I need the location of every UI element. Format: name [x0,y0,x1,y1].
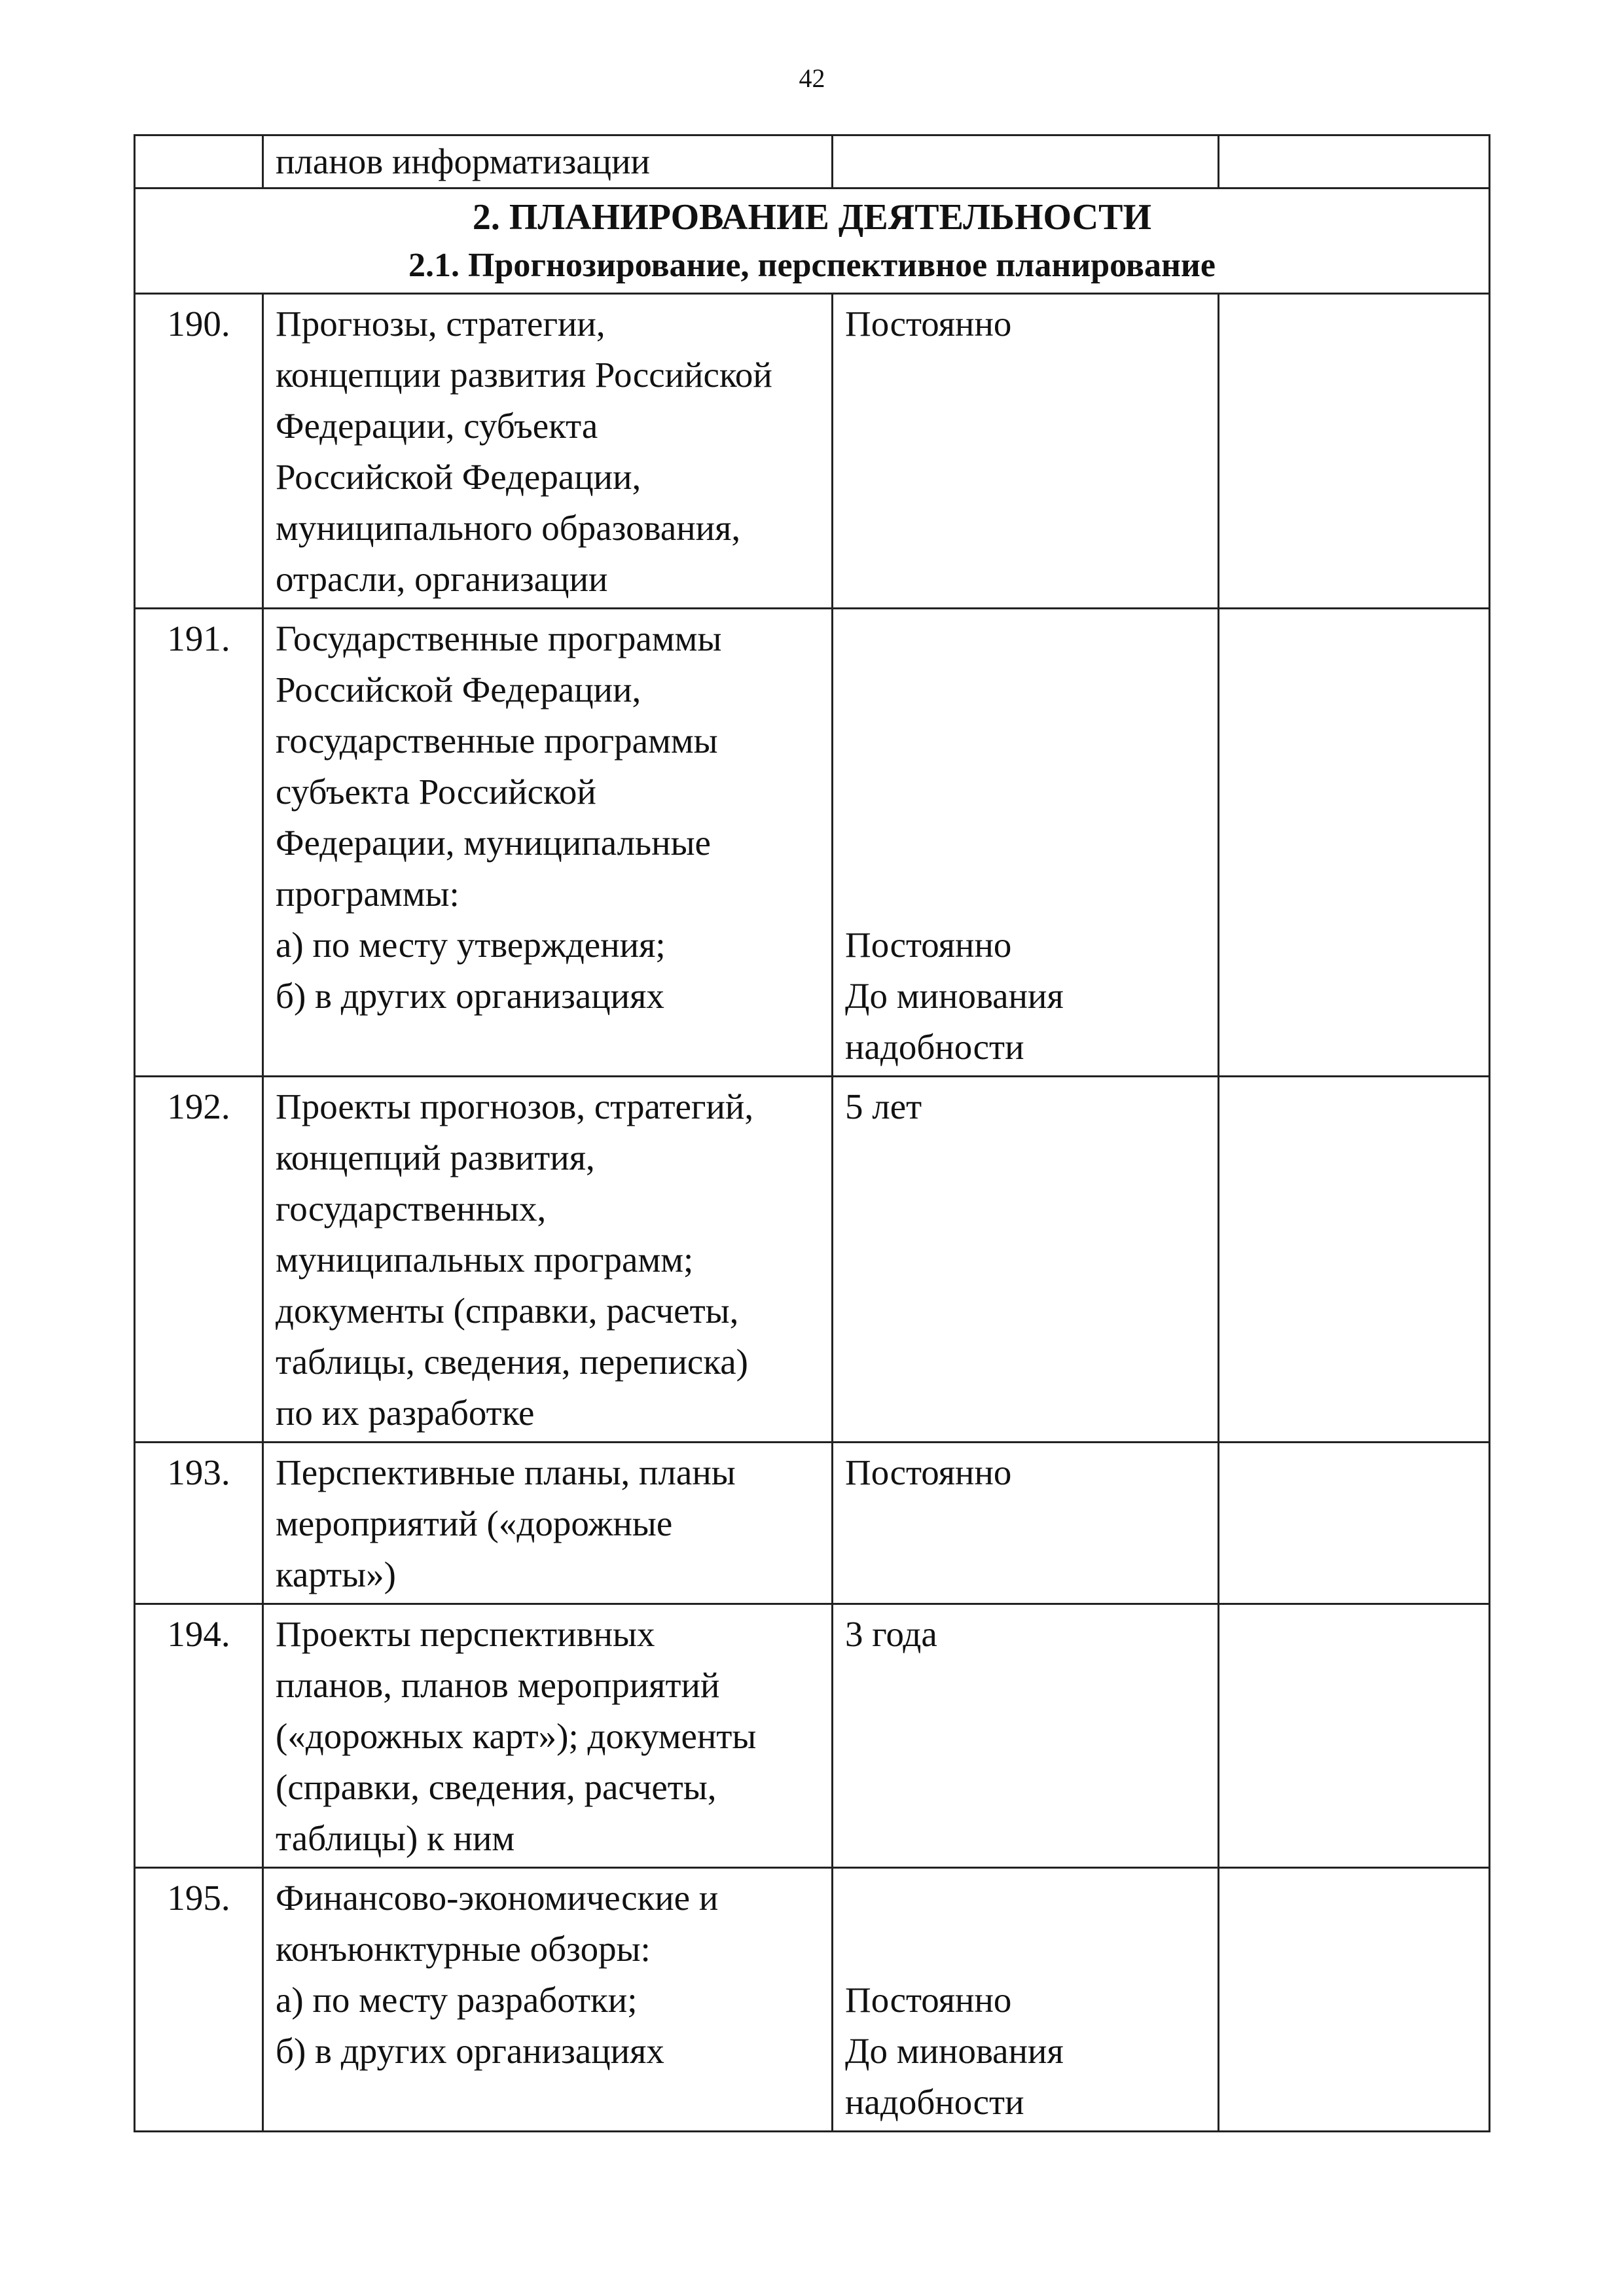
article-number: 191. [135,609,263,1077]
section-subtitle: 2.1. Прогнозирование, перспективное планирование [408,247,1216,284]
note-cell [1219,1443,1490,1604]
continuation-number-cell [135,135,263,188]
description-line: Проекты прогнозов, стратегий, [276,1086,754,1126]
description-line: Проекты перспективных [276,1614,655,1654]
description-line: программы: [276,874,460,914]
term-line: 3 года [845,1614,937,1654]
description-line: а) по месту разработки; [276,1980,638,2020]
description-line: карты») [276,1554,396,1594]
description-line: Перспективные планы, планы [276,1452,736,1492]
description-line: планов, планов мероприятий [276,1665,720,1705]
term-spacer [845,869,1206,920]
term-line: 5 лет [845,1086,922,1126]
term-line: До минования [845,976,1064,1016]
continuation-description-cell [263,135,833,188]
description-line: б) в других организациях [276,2031,664,2071]
description-line: б) в других организациях [276,976,664,1016]
article-number: 193. [135,1443,263,1604]
description-line: государственные программы [276,721,718,761]
description-line: Государственные программы [276,619,722,658]
table-row [135,1604,1490,1868]
term-line: Постоянно [845,1452,1012,1492]
description-line: концепций развития, [276,1138,595,1177]
term-spacer [845,1873,1206,1924]
table-row [135,1077,1490,1443]
continuation-term-cell [833,135,1219,188]
description-line: муниципальных программ; [276,1240,694,1280]
term-line: До минования [845,2031,1064,2071]
term-line: Постоянно [845,304,1012,344]
retention-term [833,1443,1219,1604]
note-cell [1219,1077,1490,1443]
retention-table [134,134,1490,2132]
description-line: Федерации, субъекта [276,406,598,446]
description-line: Федерации, муниципальные [276,823,711,863]
article-description [263,1443,833,1604]
description-line: («дорожных карт»); документы [276,1716,757,1756]
table-row [135,609,1490,1077]
term-line: Постоянно [845,1980,1012,2020]
retention-term [833,609,1219,1077]
term-spacer [845,715,1206,766]
term-line: надобности [845,2082,1024,2122]
description-line: Российской Федерации, [276,670,641,709]
table-row [135,294,1490,609]
term-spacer [845,817,1206,869]
section-header-cell [135,188,1490,294]
continuation-description: планов информатизации [276,141,650,181]
description-line: мероприятий («дорожные [276,1503,673,1543]
section-title: 2. ПЛАНИРОВАНИЕ ДЕЯТЕЛЬНОСТИ [472,197,1152,238]
description-line: субъекта Российской [276,772,596,812]
article-description [263,609,833,1077]
retention-term [833,1077,1219,1443]
section-header-row [135,188,1490,294]
description-line: по их разработке [276,1393,535,1433]
article-description [263,1604,833,1868]
article-description [263,294,833,609]
description-line: концепции развития Российской [276,355,772,395]
description-line: (справки, сведения, расчеты, [276,1767,717,1807]
note-cell [1219,609,1490,1077]
table-row [135,1443,1490,1604]
description-line: конъюнктурные обзоры: [276,1929,651,1969]
term-spacer [845,613,1206,664]
description-line: отрасли, организации [276,559,608,599]
note-cell [1219,1604,1490,1868]
article-description [263,1077,833,1443]
description-line: Российской Федерации, [276,457,641,497]
retention-term [833,1868,1219,2132]
term-spacer [845,664,1206,715]
description-line: таблицы) к ним [276,1818,515,1858]
description-line: таблицы, сведения, переписка) [276,1342,748,1382]
description-line: Финансово-экономические и [276,1878,719,1918]
description-line: а) по месту утверждения; [276,925,666,965]
description-line: государственных, [276,1189,547,1229]
article-number: 192. [135,1077,263,1443]
term-line: Постоянно [845,925,1012,965]
term-line: надобности [845,1027,1024,1067]
retention-term [833,294,1219,609]
article-number: 190. [135,294,263,609]
term-spacer [845,766,1206,817]
table-row [135,1868,1490,2132]
retention-term [833,1604,1219,1868]
description-line: документы (справки, расчеты, [276,1291,739,1331]
continuation-note-cell [1219,135,1490,188]
note-cell [1219,294,1490,609]
article-number: 195. [135,1868,263,2132]
article-description [263,1868,833,2132]
continuation-row [135,135,1490,188]
description-line: Прогнозы, стратегии, [276,304,605,344]
article-number: 194. [135,1604,263,1868]
term-spacer [845,1924,1206,1975]
page-number: 42 [799,63,825,93]
description-line: муниципального образования, [276,508,741,548]
note-cell [1219,1868,1490,2132]
